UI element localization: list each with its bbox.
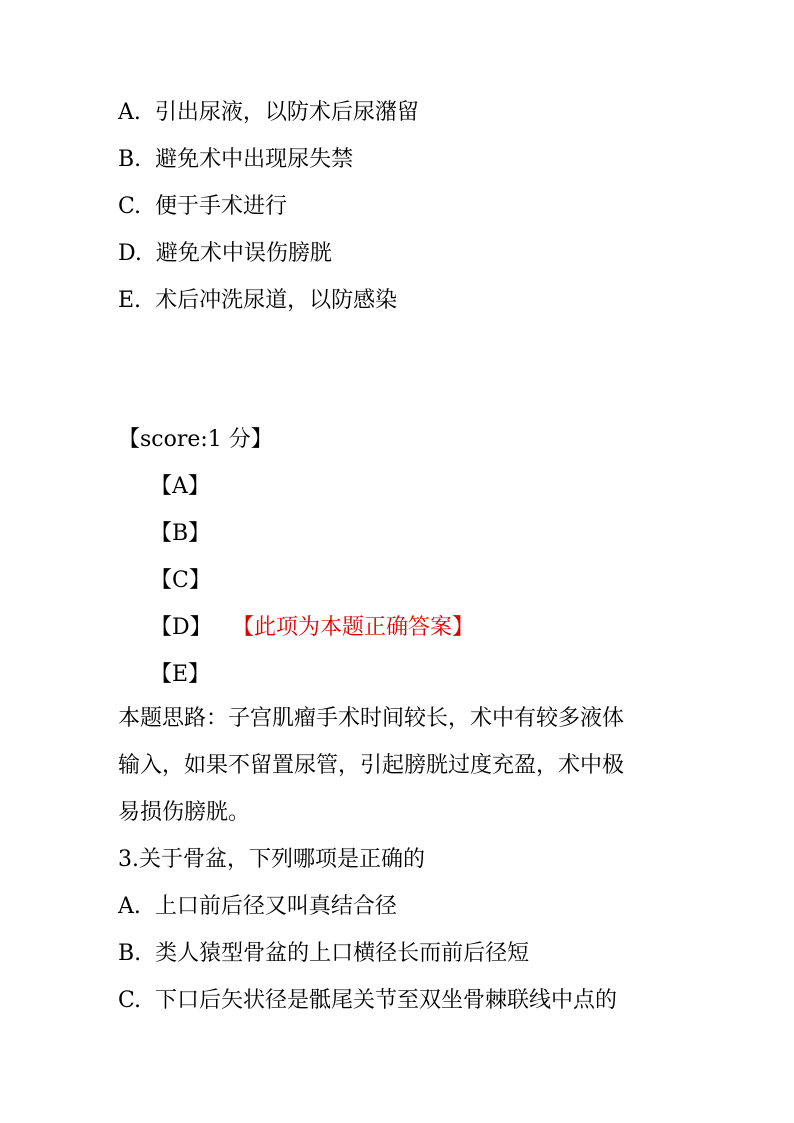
option-prefix: E.: [118, 288, 142, 313]
option-text: 便于手术进行: [155, 194, 288, 219]
option-b: [118, 145, 353, 175]
option-e: [118, 286, 397, 316]
answer-choice-a: 【A】: [150, 474, 210, 499]
option-prefix: B.: [118, 941, 142, 966]
explanation-line: 易损伤膀胱。: [118, 800, 251, 825]
explanation-line: 本题思路：子宫肌瘤手术时间较长，术中有较多液体: [118, 706, 625, 731]
option-a: [118, 892, 397, 922]
option-text: 术后冲洗尿道，以防感染: [155, 288, 398, 313]
option-text: 下口后矢状径是骶尾关节至双坐骨棘联线中点的: [155, 988, 618, 1013]
question-stem: 3.关于骨盆，下列哪项是正确的: [118, 847, 425, 872]
option-prefix: D.: [118, 241, 142, 266]
option-prefix: A.: [118, 894, 141, 919]
answer-choice-label: 【D】: [150, 615, 212, 640]
option-text: 引出尿液，以防术后尿潴留: [154, 100, 419, 125]
answer-choice-d: [150, 613, 475, 643]
option-d: [118, 239, 332, 269]
option-prefix: C.: [118, 194, 142, 219]
option-b: [118, 939, 529, 969]
option-c: [118, 192, 287, 222]
answer-choice-c: 【C】: [150, 568, 211, 593]
option-c: [118, 986, 617, 1016]
option-prefix: B.: [118, 147, 142, 172]
option-a: [118, 98, 419, 128]
option-text: 类人猿型骨盆的上口横径长而前后径短: [155, 941, 530, 966]
option-text: 避免术中出现尿失禁: [155, 147, 354, 172]
answer-choice-b: 【B】: [150, 521, 211, 546]
explanation-line: 输入，如果不留置尿管，引起膀胱过度充盈，术中极: [118, 753, 625, 778]
option-text: 上口前后径又叫真结合径: [154, 894, 397, 919]
option-prefix: C.: [118, 988, 142, 1013]
option-text: 避免术中误伤膀胱: [155, 241, 332, 266]
option-prefix: A.: [118, 100, 141, 125]
answer-choice-e: 【E】: [150, 662, 211, 687]
score-label: 【score:1 分】: [118, 427, 273, 452]
correct-answer-marker: 【此项为本题正确答案】: [232, 615, 475, 640]
